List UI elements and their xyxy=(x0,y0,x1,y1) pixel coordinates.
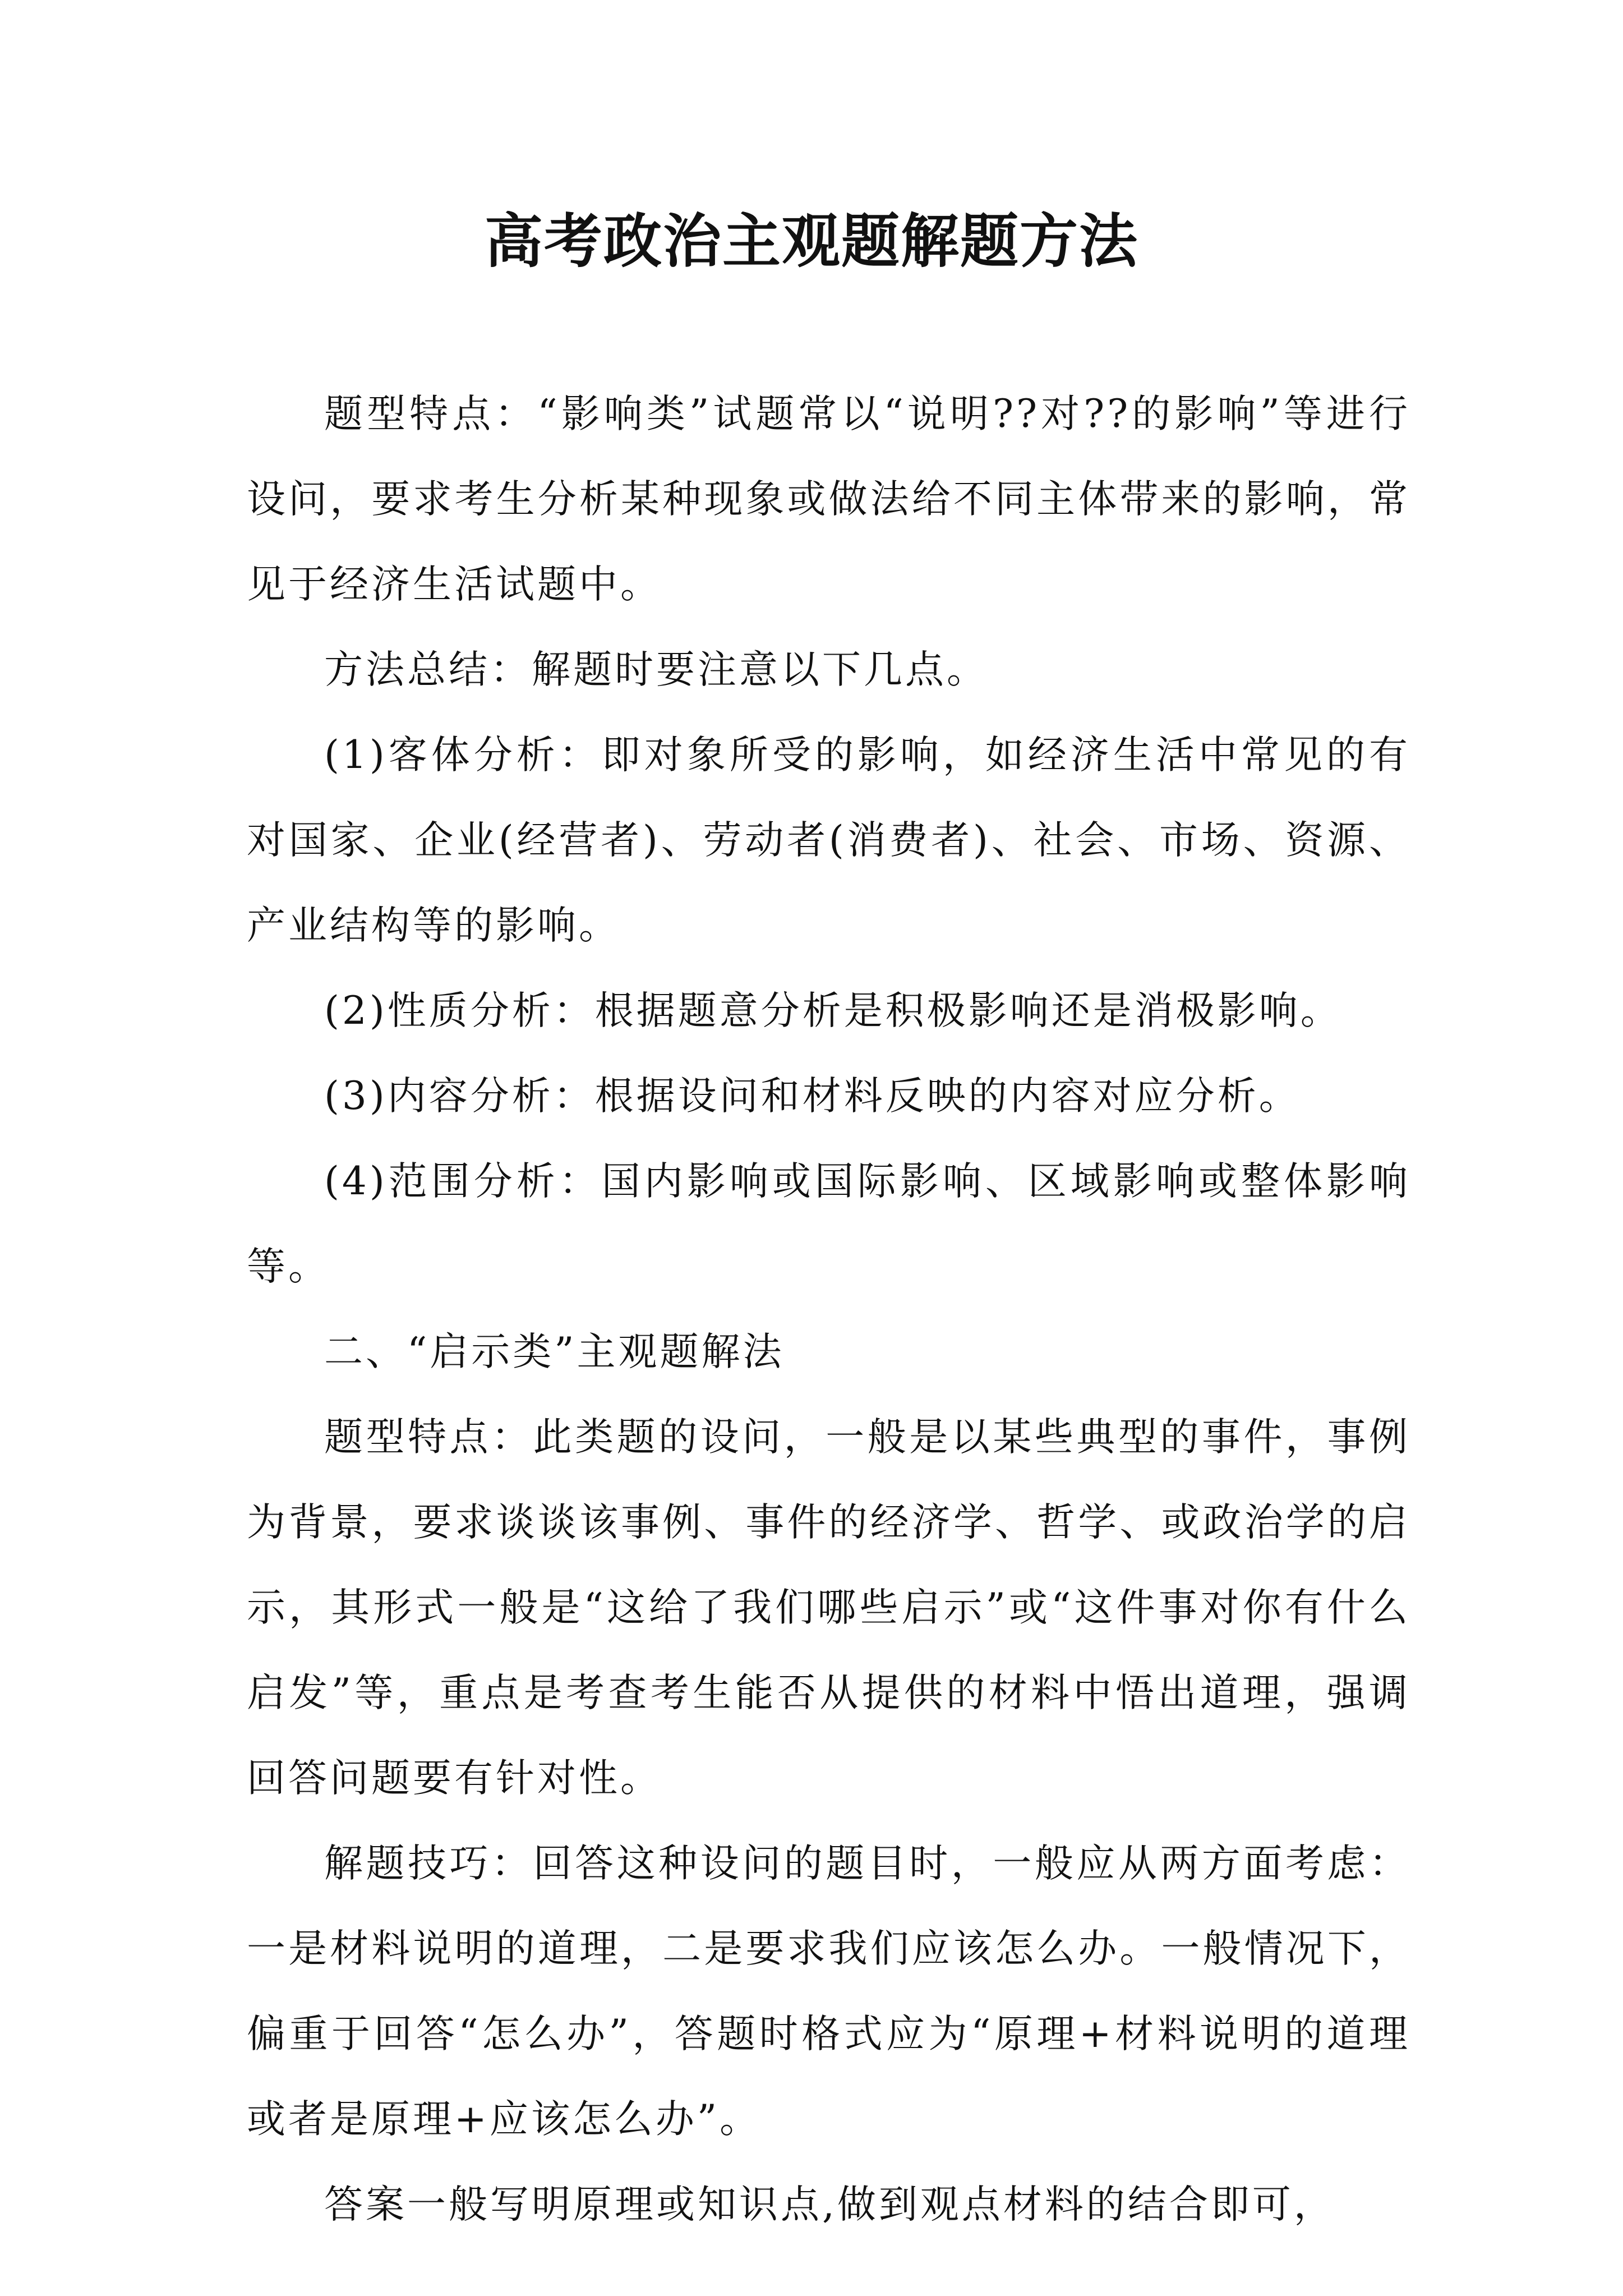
document-body xyxy=(247,371,1410,2247)
paragraph-2: 方法总结：解题时要注意以下几点。 xyxy=(324,647,988,692)
document-title: 高考政治主观题解题方法 xyxy=(484,206,1138,275)
paragraph-5: (3)内容分析：根据设问和材料反映的内容对应分析。 xyxy=(324,1074,1301,1119)
paragraph-1: 题型特点：“影响类”试题常以“说明??对??的影响”等进行设问，要求考生分析某种现象或做法给不同主体带来的影响，常见于经济生活试题中。 xyxy=(247,392,1410,607)
paragraph-4: (2)性质分析：根据题意分析是积极影响还是消极影响。 xyxy=(324,988,1342,1033)
paragraph-8: 解题技巧：回答这种设问的题目时，一般应从两方面考虑：一是材料说明的道理，二是要求我们应该怎么办。一般情况下，偏重于回答“怎么办”，答题时格式应为“原理+材料说明的道理或者是原理+应该怎么办”。 xyxy=(247,1841,1410,2142)
paragraph-9: 答案一般写明原理或知识点,做到观点材料的结合即可， xyxy=(324,2182,1335,2227)
section-heading: 二、“启示类”主观题解法 xyxy=(324,1329,785,1374)
paragraph-7: 题型特点：此类题的设问，一般是以某些典型的事件，事例为背景，要求谈谈该事例、事件的经济学、哲学、或政治学的启示，其形式一般是“这给了我们哪些启示”或“这件事对你有什么启发”等，重点是考查考生能否从提供的材料中悟出道理，强调回答问题要有针对性。 xyxy=(247,1415,1410,1801)
paragraph-6: (4)范围分析：国内影响或国际影响、区域影响或整体影响等。 xyxy=(247,1159,1410,1289)
paragraph-3: (1)客体分析：即对象所受的影响，如经济生活中常见的有对国家、企业(经营者)、劳动者(消费者)、社会、市场、资源、产业结构等的影响。 xyxy=(247,733,1410,948)
